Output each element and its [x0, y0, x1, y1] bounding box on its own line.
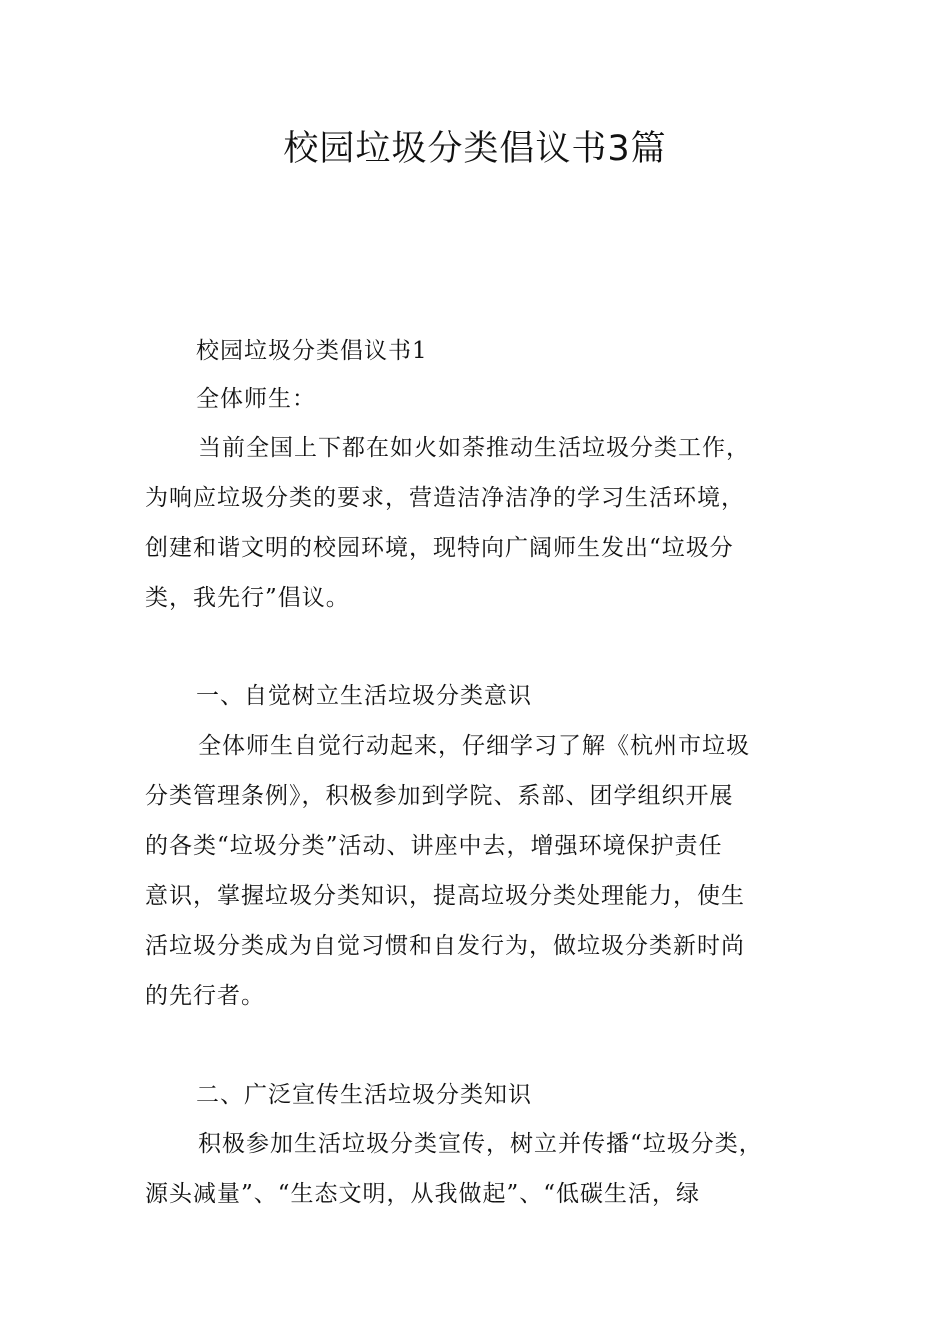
paragraph-line: 源头减量”、“生态文明，从我做起”、“低碳生活，绿	[145, 1181, 701, 1207]
paragraph-line: 全体师生自觉行动起来，仔细学习了解《杭州市垃圾	[198, 733, 750, 759]
paragraph-line: 为响应垃圾分类的要求，营造洁净洁净的学习生活环境，	[145, 485, 745, 511]
paragraph-line: 类，我先行”倡议。	[145, 585, 350, 611]
paragraph-line: 的各类“垃圾分类”活动、讲座中去，增强环境保护责任	[145, 833, 723, 859]
paragraph-line: 分类管理条例》，积极参加到学院、系部、团学组织开展	[145, 783, 734, 809]
salutation: 全体师生：	[196, 386, 316, 412]
subsection-heading-2: 二、广泛宣传生活垃圾分类知识	[196, 1082, 532, 1108]
subsection-heading-1: 一、自觉树立生活垃圾分类意识	[196, 683, 532, 709]
paragraph-line: 当前全国上下都在如火如荼推动生活垃圾分类工作，	[198, 435, 750, 461]
paragraph-line: 的先行者。	[145, 983, 265, 1009]
paragraph-line: 积极参加生活垃圾分类宣传，树立并传播“垃圾分类，	[198, 1131, 763, 1157]
paragraph-line: 意识，掌握垃圾分类知识，提高垃圾分类处理能力，使生	[145, 883, 745, 909]
paragraph-line: 活垃圾分类成为自觉习惯和自发行为，做垃圾分类新时尚	[145, 933, 745, 959]
section-heading-1: 校园垃圾分类倡议书1	[196, 338, 428, 364]
document-title: 校园垃圾分类倡议书3篇	[283, 129, 667, 169]
paragraph-line: 创建和谐文明的校园环境，现特向广阔师生发出“垃圾分	[145, 535, 734, 561]
